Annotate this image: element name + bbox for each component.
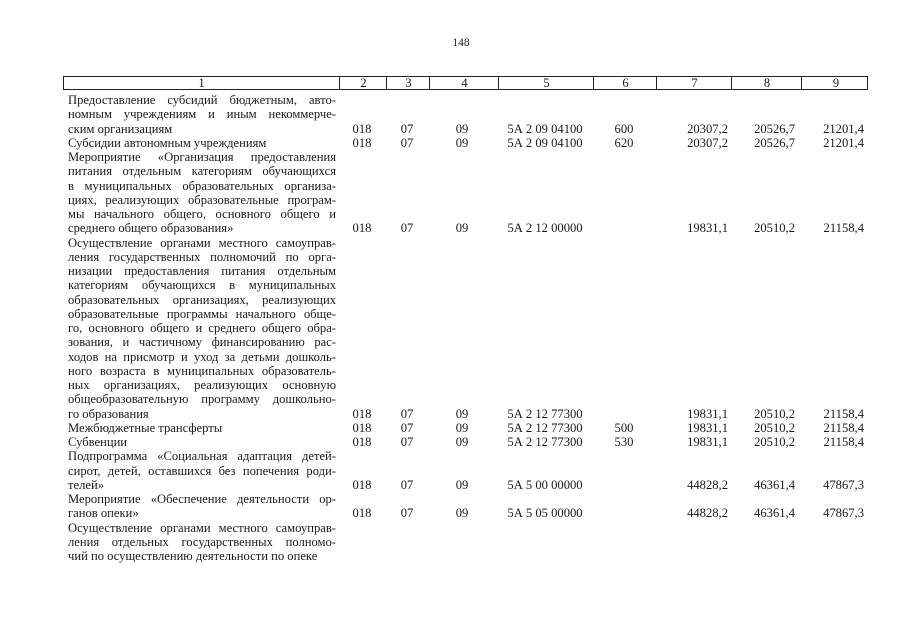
row-description: сирот, детей, оставшихся без попечения роди- [68, 463, 336, 478]
cell-col-9: 47867,3 [823, 506, 864, 521]
cell-col-8: 20526,7 [754, 135, 795, 150]
row-description: Осуществление органами местного самоуправ- [68, 520, 336, 535]
cell-col-9: 21158,4 [823, 221, 864, 236]
row-line [68, 293, 868, 307]
row-description: мы начального общего, основного общего и [68, 207, 336, 221]
cell-col-7: 19831,1 [687, 435, 728, 449]
row-description: питания отдельным категориям обучающихся [68, 164, 336, 179]
row-description: чий по осуществлению деятельности по опеке [68, 549, 318, 563]
cell-col-7: 20307,2 [687, 121, 728, 136]
cell-col-2: 018 [352, 406, 372, 421]
row-line [68, 535, 868, 549]
cell-col-4: 09 [455, 477, 469, 492]
header-col-5: 5 [498, 77, 594, 89]
table-row [68, 449, 868, 492]
cell-col-2: 018 [352, 435, 372, 449]
row-line [68, 207, 868, 221]
header-col-4: 4 [429, 77, 499, 89]
row-line [68, 435, 868, 449]
row-line [68, 307, 868, 321]
row-description: ного возраста в муниципальных образователь- [68, 363, 336, 378]
cell-col-7: 44828,2 [687, 477, 728, 492]
cell-col-8: 46361,4 [754, 477, 795, 492]
row-description: общеобразовательную программу дошкольно- [68, 392, 336, 407]
row-line [68, 250, 868, 264]
cell-col-8: 20510,2 [754, 221, 795, 236]
row-line [68, 549, 868, 563]
row-description: Предоставление субсидий бюджетным, авто- [68, 93, 336, 107]
cell-col-2: 018 [352, 477, 372, 492]
row-line [68, 335, 868, 349]
row-line [68, 264, 868, 278]
row-description: Субвенции [68, 435, 128, 449]
cell-col-3: 07 [400, 435, 414, 449]
cell-col-6: 600 [614, 121, 634, 136]
table-row [68, 236, 868, 421]
row-description: циях, реализующих образовательные програм- [68, 192, 336, 207]
cell-col-5: 5А 2 09 04100 [507, 135, 583, 150]
row-description: телей» [68, 477, 105, 492]
row-description: ганов опеки» [68, 506, 139, 521]
row-description: ления государственных полномочий по орга- [68, 249, 336, 264]
row-description: ления отдельных государственных полномо- [68, 534, 336, 549]
cell-col-4: 09 [455, 420, 469, 435]
cell-col-9: 21158,4 [823, 435, 864, 449]
cell-col-7: 20307,2 [687, 135, 728, 150]
cell-col-3: 07 [400, 121, 414, 136]
row-line [68, 136, 868, 150]
cell-col-9: 47867,3 [823, 477, 864, 492]
table-header [63, 76, 868, 90]
cell-col-5: 5А 2 09 04100 [507, 121, 583, 136]
table-row [68, 421, 868, 435]
table-row [68, 93, 868, 136]
table-row [68, 150, 868, 236]
cell-col-3: 07 [400, 477, 414, 492]
row-line [68, 350, 868, 364]
cell-col-3: 07 [400, 420, 414, 435]
row-line [68, 236, 868, 250]
page-number: 148 [452, 37, 470, 49]
cell-col-6: 500 [614, 420, 634, 435]
cell-col-5: 5А 5 00 00000 [507, 477, 583, 492]
header-col-9: 9 [801, 77, 870, 89]
row-line [68, 407, 868, 421]
table-row [68, 136, 868, 150]
row-description: в муниципальных образовательных организа- [68, 178, 336, 193]
cell-col-9: 21158,4 [823, 420, 864, 435]
row-description: Субсидии автономным учреждениям [68, 135, 267, 150]
row-line [68, 321, 868, 335]
row-description: среднего общего образования» [68, 221, 234, 236]
table-row [68, 435, 868, 449]
cell-col-3: 07 [400, 135, 414, 150]
cell-col-8: 20510,2 [754, 420, 795, 435]
row-line [68, 164, 868, 178]
row-line [68, 392, 868, 406]
cell-col-2: 018 [352, 420, 372, 435]
cell-col-4: 09 [455, 221, 469, 236]
cell-col-7: 19831,1 [687, 420, 728, 435]
cell-col-5: 5А 2 12 77300 [507, 435, 583, 449]
cell-col-3: 07 [400, 221, 414, 236]
row-description: го, основного общего и среднего общего обра- [68, 321, 336, 335]
row-description: ных организациях, реализующих основную [68, 378, 336, 392]
row-description: низации предоставления питания отдельным [68, 264, 336, 278]
cell-col-9: 21201,4 [823, 121, 864, 136]
row-line [68, 107, 868, 121]
table-row [68, 521, 868, 564]
row-description: го образования [68, 406, 149, 421]
table-row [68, 492, 868, 521]
table-body [68, 93, 868, 563]
cell-col-8: 20526,7 [754, 121, 795, 136]
row-description: зования, и частичному финансированию рас- [68, 335, 336, 350]
cell-col-2: 018 [352, 121, 372, 136]
cell-col-6: 530 [614, 435, 634, 449]
row-line [68, 478, 868, 492]
cell-col-4: 09 [455, 506, 469, 521]
header-col-6: 6 [593, 77, 657, 89]
row-line [68, 378, 868, 392]
cell-col-9: 21158,4 [823, 406, 864, 421]
header-col-2: 2 [339, 77, 387, 89]
row-description: Межбюджетные трансферты [68, 420, 223, 435]
row-line [68, 179, 868, 193]
cell-col-8: 46361,4 [754, 506, 795, 521]
row-line [68, 122, 868, 136]
row-line [68, 521, 868, 535]
cell-col-5: 5А 2 12 77300 [507, 406, 583, 421]
row-line [68, 93, 868, 107]
cell-col-7: 44828,2 [687, 506, 728, 521]
row-line [68, 150, 868, 164]
row-description: Подпрограмма «Социальная адаптация детей- [68, 449, 336, 464]
cell-col-5: 5А 2 12 77300 [507, 420, 583, 435]
row-line [68, 221, 868, 235]
cell-col-3: 07 [400, 406, 414, 421]
row-description: номным учреждениям и иным некоммерче- [68, 107, 336, 122]
cell-col-2: 018 [352, 221, 372, 236]
cell-col-6: 620 [614, 135, 634, 150]
cell-col-8: 20510,2 [754, 435, 795, 449]
row-line [68, 464, 868, 478]
row-line [68, 278, 868, 292]
cell-col-3: 07 [400, 506, 414, 521]
header-col-1: 1 [198, 76, 205, 90]
cell-col-4: 09 [455, 135, 469, 150]
cell-col-4: 09 [455, 406, 469, 421]
row-line [68, 506, 868, 520]
cell-col-7: 19831,1 [687, 406, 728, 421]
row-line [68, 364, 868, 378]
row-description: ским организациям [68, 121, 173, 136]
row-description: Мероприятие «Организация предоставления [68, 150, 336, 164]
row-description: Осуществление органами местного самоуправ- [68, 235, 336, 250]
header-col-8: 8 [731, 77, 802, 89]
cell-col-4: 09 [455, 435, 469, 449]
row-line [68, 449, 868, 463]
row-description: категориям обучающихся в муниципальных [68, 278, 336, 293]
cell-col-7: 19831,1 [687, 221, 728, 236]
header-col-7: 7 [656, 77, 732, 89]
cell-col-8: 20510,2 [754, 406, 795, 421]
row-description: образовательных организациях, реализующих [68, 292, 336, 307]
cell-col-2: 018 [352, 506, 372, 521]
cell-col-5: 5А 5 05 00000 [507, 506, 583, 521]
row-description: ходов на присмотр и уход за детьми дошколь- [68, 349, 336, 364]
row-description: Мероприятие «Обеспечение деятельности ор- [68, 492, 336, 506]
row-line [68, 492, 868, 506]
cell-col-5: 5А 2 12 00000 [507, 221, 583, 236]
row-line [68, 421, 868, 435]
cell-col-9: 21201,4 [823, 135, 864, 150]
cell-col-4: 09 [455, 121, 469, 136]
cell-col-2: 018 [352, 135, 372, 150]
row-description: образовательные программы начального обще- [68, 306, 336, 321]
header-col-3: 3 [386, 77, 430, 89]
row-line [68, 193, 868, 207]
